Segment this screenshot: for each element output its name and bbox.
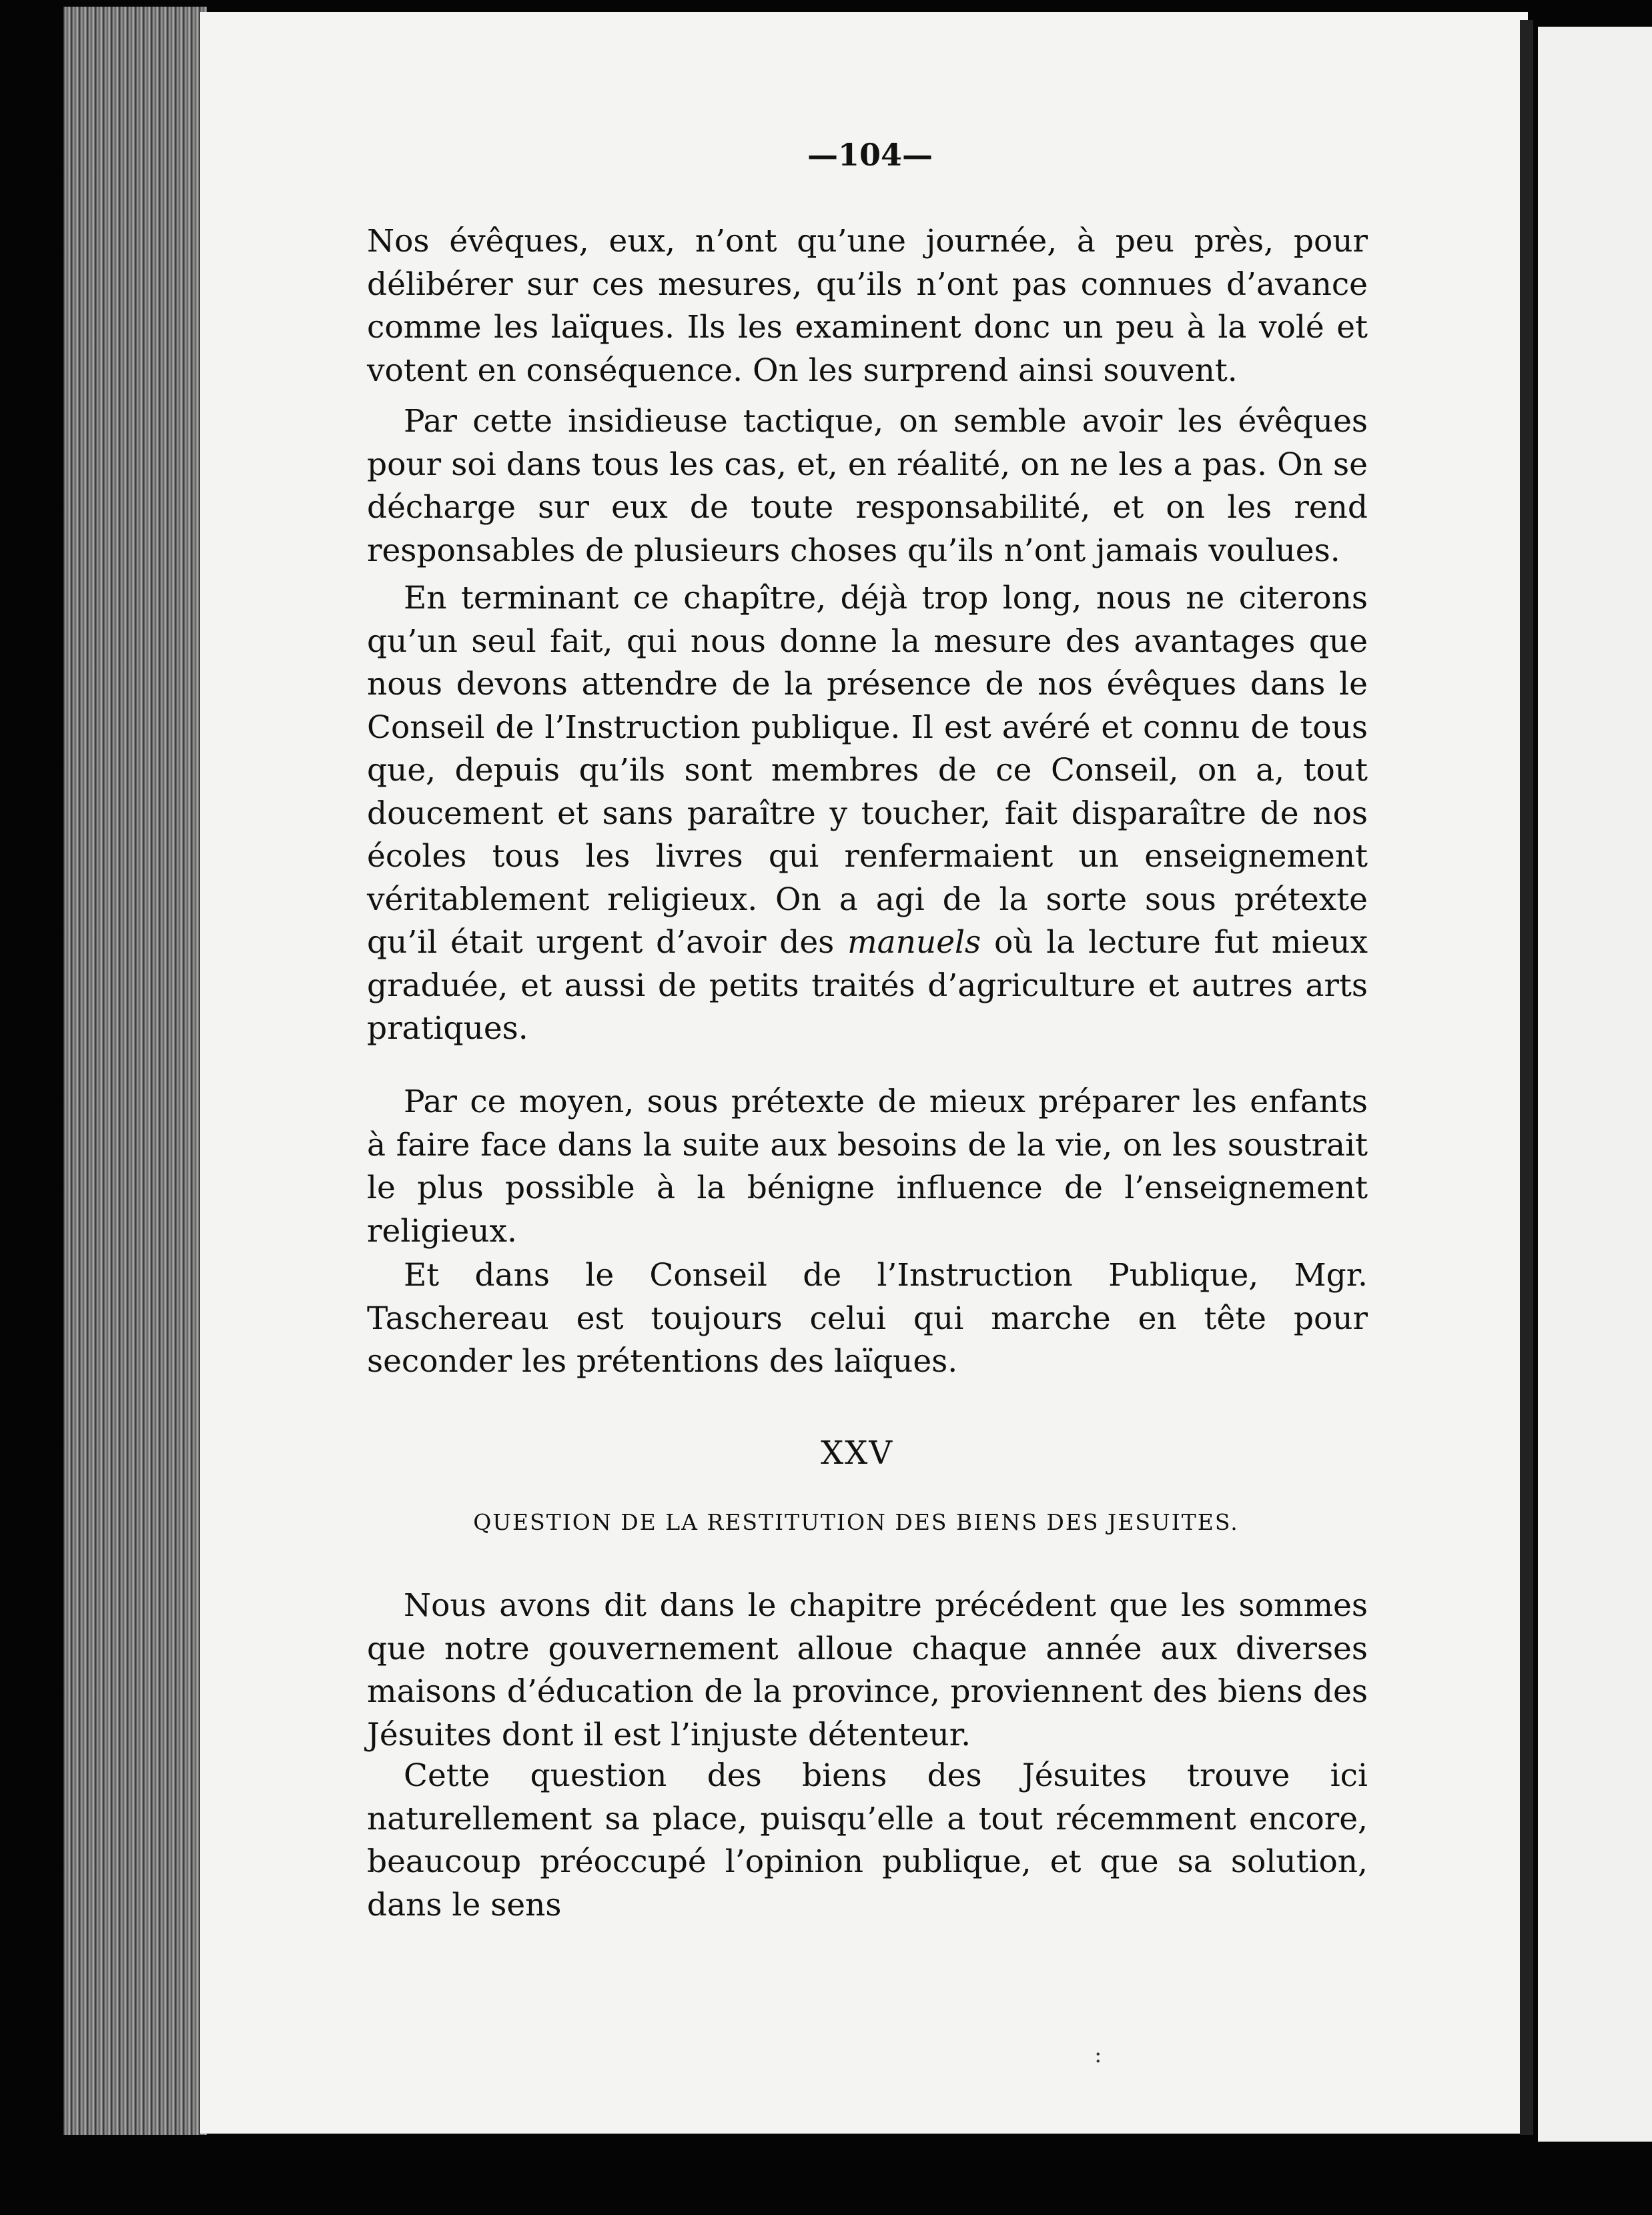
italic-word-manuels: manuels xyxy=(847,924,981,961)
paragraph-1: Nos évêques, eux, n’ont qu’une journée, à peu près, pour délibérer sur ces mesures, qu’ils n’ont pas connues d’avance comme les laïques. Ils les examinent donc un peu à la volé et votent en conséquence. On les surprend ainsi souvent. xyxy=(367,223,1368,389)
page-number: —104— xyxy=(807,137,933,173)
paragraph-2: Par cette insidieuse tactique, on semble avoir les évêques pour soi dans tous les cas, et, en réalité, on ne les a pas. On se décharge sur eux de toute responsabilité, et on les rend responsables de plusieurs choses qu’ils n’ont jamais voulues. xyxy=(367,403,1368,569)
facing-page xyxy=(1538,27,1652,2142)
chapter-paragraph-1: Nous avons dit dans le chapitre précédent que les sommes que notre gouvernement alloue chaque année aux diverses maisons d’éducation de la province, proviennent des biens des Jésuites dont il est l’injuste détenteur. xyxy=(367,1587,1368,1753)
chapter-paragraph-2: Cette question des biens des Jésuites trouve ici naturellement sa place, puisqu’elle a tout récemment encore, beaucoup préoccupé l’opinion publique, et que sa solution, dans le sens xyxy=(367,1757,1368,1923)
paragraph-4: Par ce moyen, sous prétexte de mieux préparer les enfants à faire face dans la suite aux besoins de la vie, on les soustrait le plus possible à la bénigne influence de l’enseignement religieux. xyxy=(367,1083,1368,1250)
gutter-shadow xyxy=(1520,20,1533,2135)
page-edges xyxy=(63,7,207,2135)
chapter-title: QUESTION DE LA RESTITUTION DES BIENS DES JESUITES. xyxy=(473,1509,1239,1535)
paragraph-3-text-b: où la lecture fut mieux graduée, et aussi de petits traités d’agriculture et autres arts pratiques. xyxy=(367,924,1368,1047)
paragraph-3 xyxy=(367,577,1368,1051)
printer-mark: : xyxy=(1094,2042,1102,2068)
paragraph-3-text-a: En terminant ce chapître, déjà trop long, nous ne citerons qu’un seul fait, qui nous donne la mesure des avantages que nous devons attendre de la présence de nos évêques dans le Conseil de l’Instruction publique. Il est avéré et connu de tous que, depuis qu’ils sont membres de ce Conseil, on a, tout doucement et sans paraître y toucher, fait disparaître de nos écoles tous les livres qui renfermaient un enseignement véritablement religieux. On a agi de la sorte sous prétexte qu’il était urgent d’avoir des xyxy=(367,580,1368,961)
paragraph-5: Et dans le Conseil de l’Instruction Publique, Mgr. Taschereau est toujours celui qui marche en tête pour seconder les prétentions des laïques. xyxy=(367,1257,1368,1380)
chapter-number: XXV xyxy=(821,1434,894,1472)
